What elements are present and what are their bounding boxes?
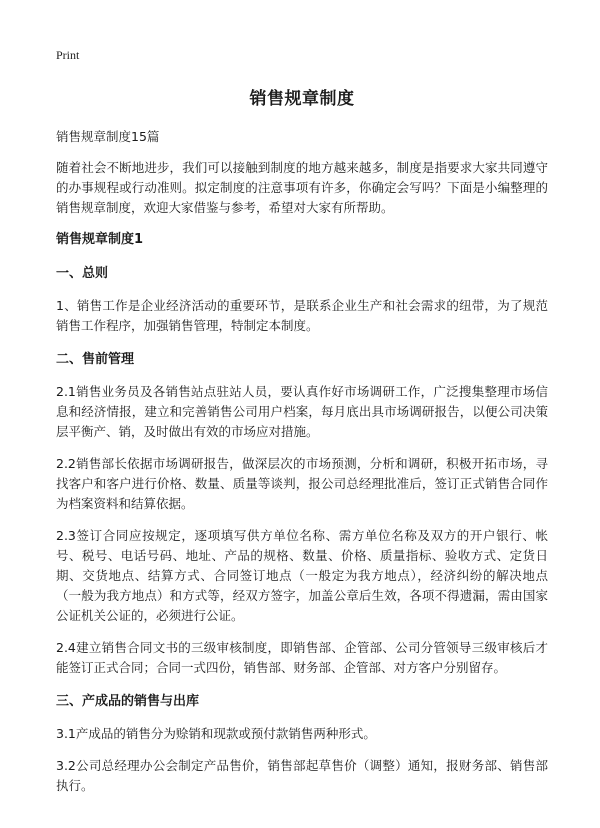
intro-paragraph: 随着社会不断地进步，我们可以接触到制度的地方越来越多，制度是指要求大家共同遵守的办事规程或行动准则。拟定制度的注意事项有许多，你确定会写吗？下面是小编整理的销售规章制度，欢迎大家借鉴与参考，希望对大家有所帮助。 xyxy=(56,160,548,215)
section-paragraph: 3.1产成品的销售分为赊销和现款或预付款销售两种形式。 xyxy=(56,726,376,741)
section-heading: 三、产成品的销售与出库 xyxy=(56,694,200,709)
section-paragraph: 2.4建立销售合同文书的三级审核制度，即销售部、企管部、公司分管领导三级审核后才能签订正式合同；合同一式四份，销售部、财务部、企管部、对方客户分别留存。 xyxy=(56,640,548,675)
section-heading: 二、售前管理 xyxy=(56,352,135,367)
section-paragraph: 3.2公司总经理办公会制定产品售价，销售部起草售价（调整）通知，报财务部、销售部执行。 xyxy=(56,758,548,793)
section-heading: 一、总则 xyxy=(56,266,109,281)
section-paragraph: 1、销售工作是企业经济活动的重要环节，是联系企业生产和社会需求的纽带，为了规范销售工作程序，加强销售管理，特制定本制度。 xyxy=(56,298,548,333)
print-link[interactable]: Print xyxy=(56,48,80,62)
section-sales-outbound xyxy=(56,692,548,796)
article-heading: 销售规章制度1 xyxy=(56,232,144,247)
section-paragraph: 2.3签订合同应按规定，逐项填写供方单位名称、需方单位名称及双方的开户银行、帐号、税号、电话号码、地址、产品的规格、数量、价格、质量指标、验收方式、定货日期、交货地点、结算方式、合同签订地点（一般定为我方地点），经济纠纷的解决地点（一般为我方地点）和方式等，经双方签字，加盖公章后生效，各项不得遗漏，需由国家公证机关公证的，必须进行公证。 xyxy=(56,528,548,623)
document-subtitle: 销售规章制度15篇 xyxy=(56,129,160,144)
section-pre-sales xyxy=(56,350,548,678)
section-paragraph: 2.2销售部长依据市场调研报告，做深层次的市场预测，分析和调研，积极开拓市场，寻找客户和客户进行价格、数量、质量等谈判，报公司总经理批准后，签订正式销售合同作为档案资料和结算依据。 xyxy=(56,456,548,511)
document-title: 销售规章制度 xyxy=(249,89,355,109)
section-general xyxy=(56,264,548,336)
section-paragraph: 2.1销售业务员及各销售站点驻站人员，要认真作好市场调研工作，广泛搜集整理市场信息和经济情报，建立和完善销售公司用户档案，每月底出具市场调研报告，以便公司决策层平衡产、销，及时做出有效的市场应对措施。 xyxy=(56,384,548,439)
